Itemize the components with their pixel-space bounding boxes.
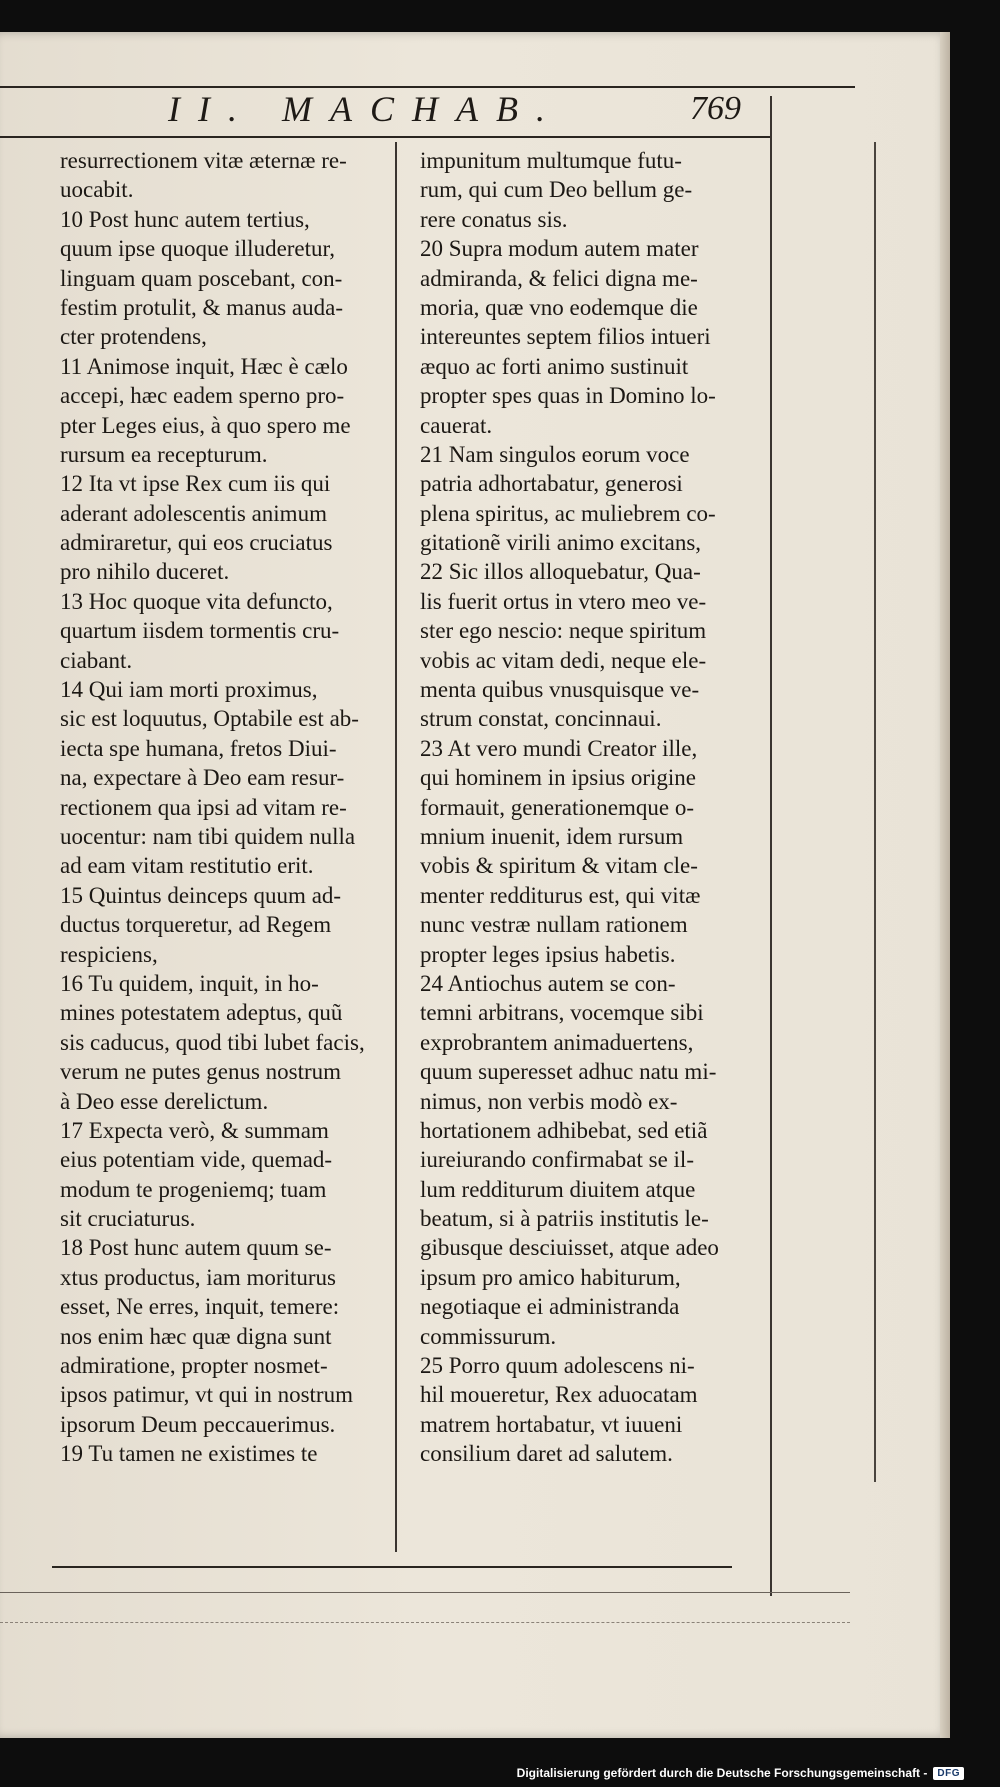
text-line: nimus, non verbis modò ex-: [420, 1088, 678, 1114]
footer-rule: [52, 1566, 732, 1568]
footer-rule-secondary: [0, 1592, 850, 1593]
text-line: consilium daret ad salutem.: [420, 1441, 673, 1467]
text-line: aderant adolescentis animum: [60, 500, 327, 526]
text-line: menter redditurus est, qui vitæ: [420, 882, 701, 908]
text-line: ster ego nescio: neque spiritum: [420, 618, 707, 644]
text-line: ciabant.: [60, 647, 133, 673]
text-line: uocentur: nam tibi quidem nulla: [60, 823, 356, 849]
text-line: à Deo esse derelictum.: [60, 1088, 269, 1114]
text-line: 22 Sic illos alloquebatur, Qua-: [420, 559, 701, 585]
text-line: patria adhortabatur, generosi: [420, 471, 683, 497]
text-line: plena spiritus, ac muliebrem co-: [420, 500, 716, 526]
text-line: 23 At vero mundi Creator ille,: [420, 735, 698, 761]
text-line: xtus productus, iam moriturus: [60, 1264, 336, 1290]
margin-rule-outer: [874, 142, 876, 1482]
text-line: uocabit.: [60, 177, 134, 203]
text-line: ipsorum Deum peccauerimus.: [60, 1411, 336, 1437]
text-line: qui hominem in ipsius origine: [420, 765, 696, 791]
dfg-logo: DFG: [933, 1767, 964, 1780]
text-line: pter Leges eius, à quo spero me: [60, 412, 351, 438]
text-line: esset, Ne erres, inquit, temere:: [60, 1294, 340, 1320]
text-column-left: [60, 146, 392, 1469]
text-column-right: [420, 146, 760, 1469]
text-line: strum constat, concinnaui.: [420, 706, 662, 732]
book-page: [0, 32, 950, 1738]
text-line: 14 Qui iam morti proximus,: [60, 677, 318, 703]
text-line: propter spes quas in Domino lo-: [420, 383, 716, 409]
text-line: eius potentiam vide, quemad-: [60, 1147, 333, 1173]
text-line: 12 Ita vt ipse Rex cum iis qui: [60, 471, 331, 497]
text-line: beatum, si à patriis institutis le-: [420, 1206, 709, 1232]
text-line: lum redditurum diuitem atque: [420, 1176, 696, 1202]
text-line: na, expectare à Deo eam resur-: [60, 765, 345, 791]
header-rule-bottom: [0, 136, 772, 138]
text-line: vobis & spiritum & vitam cle-: [420, 853, 698, 879]
text-line: mnium inuenit, idem rursum: [420, 823, 684, 849]
text-line: formauit, generationemque o-: [420, 794, 694, 820]
text-line: ipsum pro amico habiturum,: [420, 1264, 681, 1290]
text-line: admiratione, propter nosmet-: [60, 1353, 328, 1379]
text-line: cter protendens,: [60, 324, 207, 350]
text-line: verum ne putes genus nostrum: [60, 1059, 342, 1085]
text-line: rursum ea recepturum.: [60, 441, 268, 467]
text-line: menta quibus vnusquisque ve-: [420, 677, 700, 703]
text-line: hortationem adhibebat, sed etiã: [420, 1117, 708, 1143]
text-line: commissurum.: [420, 1323, 557, 1349]
text-line: 19 Tu tamen ne existimes te: [60, 1441, 318, 1467]
page-number: 769: [690, 90, 741, 127]
text-line: negotiaque ei administranda: [420, 1294, 680, 1320]
text-line: linguam quam poscebant, con-: [60, 265, 343, 291]
text-line: impunitum multumque futu-: [420, 148, 682, 173]
text-line: propter leges ipsius habetis.: [420, 941, 676, 967]
text-line: nunc vestræ nullam rationem: [420, 912, 688, 938]
text-line: 20 Supra modum autem mater: [420, 236, 699, 262]
text-line: sit cruciaturus.: [60, 1206, 196, 1232]
text-line: quum superesset adhuc natu mi-: [420, 1059, 717, 1085]
text-line: rere conatus sis.: [420, 206, 568, 232]
text-line: 25 Porro quum adolescens ni-: [420, 1353, 695, 1379]
text-line: ductus torqueretur, ad Regem: [60, 912, 332, 938]
digitization-credit: [517, 1766, 964, 1780]
text-line: iecta spe humana, fretos Diui-: [60, 735, 337, 761]
footer-rule-dashed: [0, 1622, 850, 1624]
text-line: vobis ac vitam dedi, neque ele-: [420, 647, 707, 673]
margin-rule-right: [770, 96, 772, 1596]
text-line: 21 Nam singulos eorum voce: [420, 441, 690, 467]
text-line: festim protulit, & manus auda-: [60, 294, 343, 320]
text-line: iureiurando confirmabat se il-: [420, 1147, 694, 1173]
text-line: intereuntes septem filios intueri: [420, 324, 711, 350]
text-line: quum ipse quoque illuderetur,: [60, 236, 336, 262]
text-line: ad eam vitam restitutio erit.: [60, 853, 314, 879]
text-line: pro nihilo duceret.: [60, 559, 230, 585]
page-edge: [940, 32, 950, 1738]
text-line: gibusque desciuisset, atque adeo: [420, 1235, 719, 1261]
text-line: 16 Tu quidem, inquit, in ho-: [60, 970, 319, 996]
text-line: temni arbitrans, vocemque sibi: [420, 1000, 704, 1026]
text-line: nos enim hæc quæ digna sunt: [60, 1323, 332, 1349]
text-line: 17 Expecta verò, & summam: [60, 1117, 329, 1143]
text-line: exprobrantem animaduertens,: [420, 1029, 694, 1055]
text-line: admiranda, & felici digna me-: [420, 265, 698, 291]
text-line: lis fuerit ortus in vtero meo ve-: [420, 588, 707, 614]
text-line: admiraretur, qui eos cruciatus: [60, 530, 333, 556]
text-line: 15 Quintus deinceps quum ad-: [60, 882, 342, 908]
text-line: æquo ac forti animo sustinuit: [420, 353, 689, 379]
text-line: modum te progeniemq; tuam: [60, 1176, 327, 1202]
column-divider: [395, 142, 397, 1552]
text-line: 10 Post hunc autem tertius,: [60, 206, 310, 232]
text-line: moria, quæ vno eodemque die: [420, 294, 698, 320]
text-line: quartum iisdem tormentis cru-: [60, 618, 340, 644]
text-line: 24 Antiochus autem se con-: [420, 970, 676, 996]
text-line: cauerat.: [420, 412, 493, 438]
credit-text: Digitalisierung gefördert durch die Deutsche Forschungsgemeinschaft -: [516, 1766, 928, 1780]
text-line: gitationẽ virili animo excitans,: [420, 530, 702, 556]
text-line: respiciens,: [60, 941, 158, 967]
text-line: accepi, hæc eadem sperno pro-: [60, 383, 345, 409]
running-head: II. MACHAB.: [168, 89, 563, 129]
text-line: rum, qui cum Deo bellum ge-: [420, 177, 693, 203]
text-line: 18 Post hunc autem quum se-: [60, 1235, 332, 1261]
text-line: sic est loquutus, Optabile est ab-: [60, 706, 359, 732]
text-line: ipsos patimur, vt qui in nostrum: [60, 1382, 353, 1408]
text-line: mines potestatem adeptus, quũ: [60, 1000, 343, 1026]
text-line: rectionem qua ipsi ad vitam re-: [60, 794, 347, 820]
text-line: 13 Hoc quoque vita defuncto,: [60, 588, 333, 614]
text-line: hil moueretur, Rex aduocatam: [420, 1382, 698, 1408]
text-line: sis caducus, quod tibi lubet facis,: [60, 1029, 365, 1055]
text-line: 11 Animose inquit, Hæc è cælo: [60, 353, 348, 379]
text-line: matrem hortabatur, vt iuueni: [420, 1411, 683, 1437]
text-line: resurrectionem vitæ æternæ re-: [60, 148, 347, 173]
